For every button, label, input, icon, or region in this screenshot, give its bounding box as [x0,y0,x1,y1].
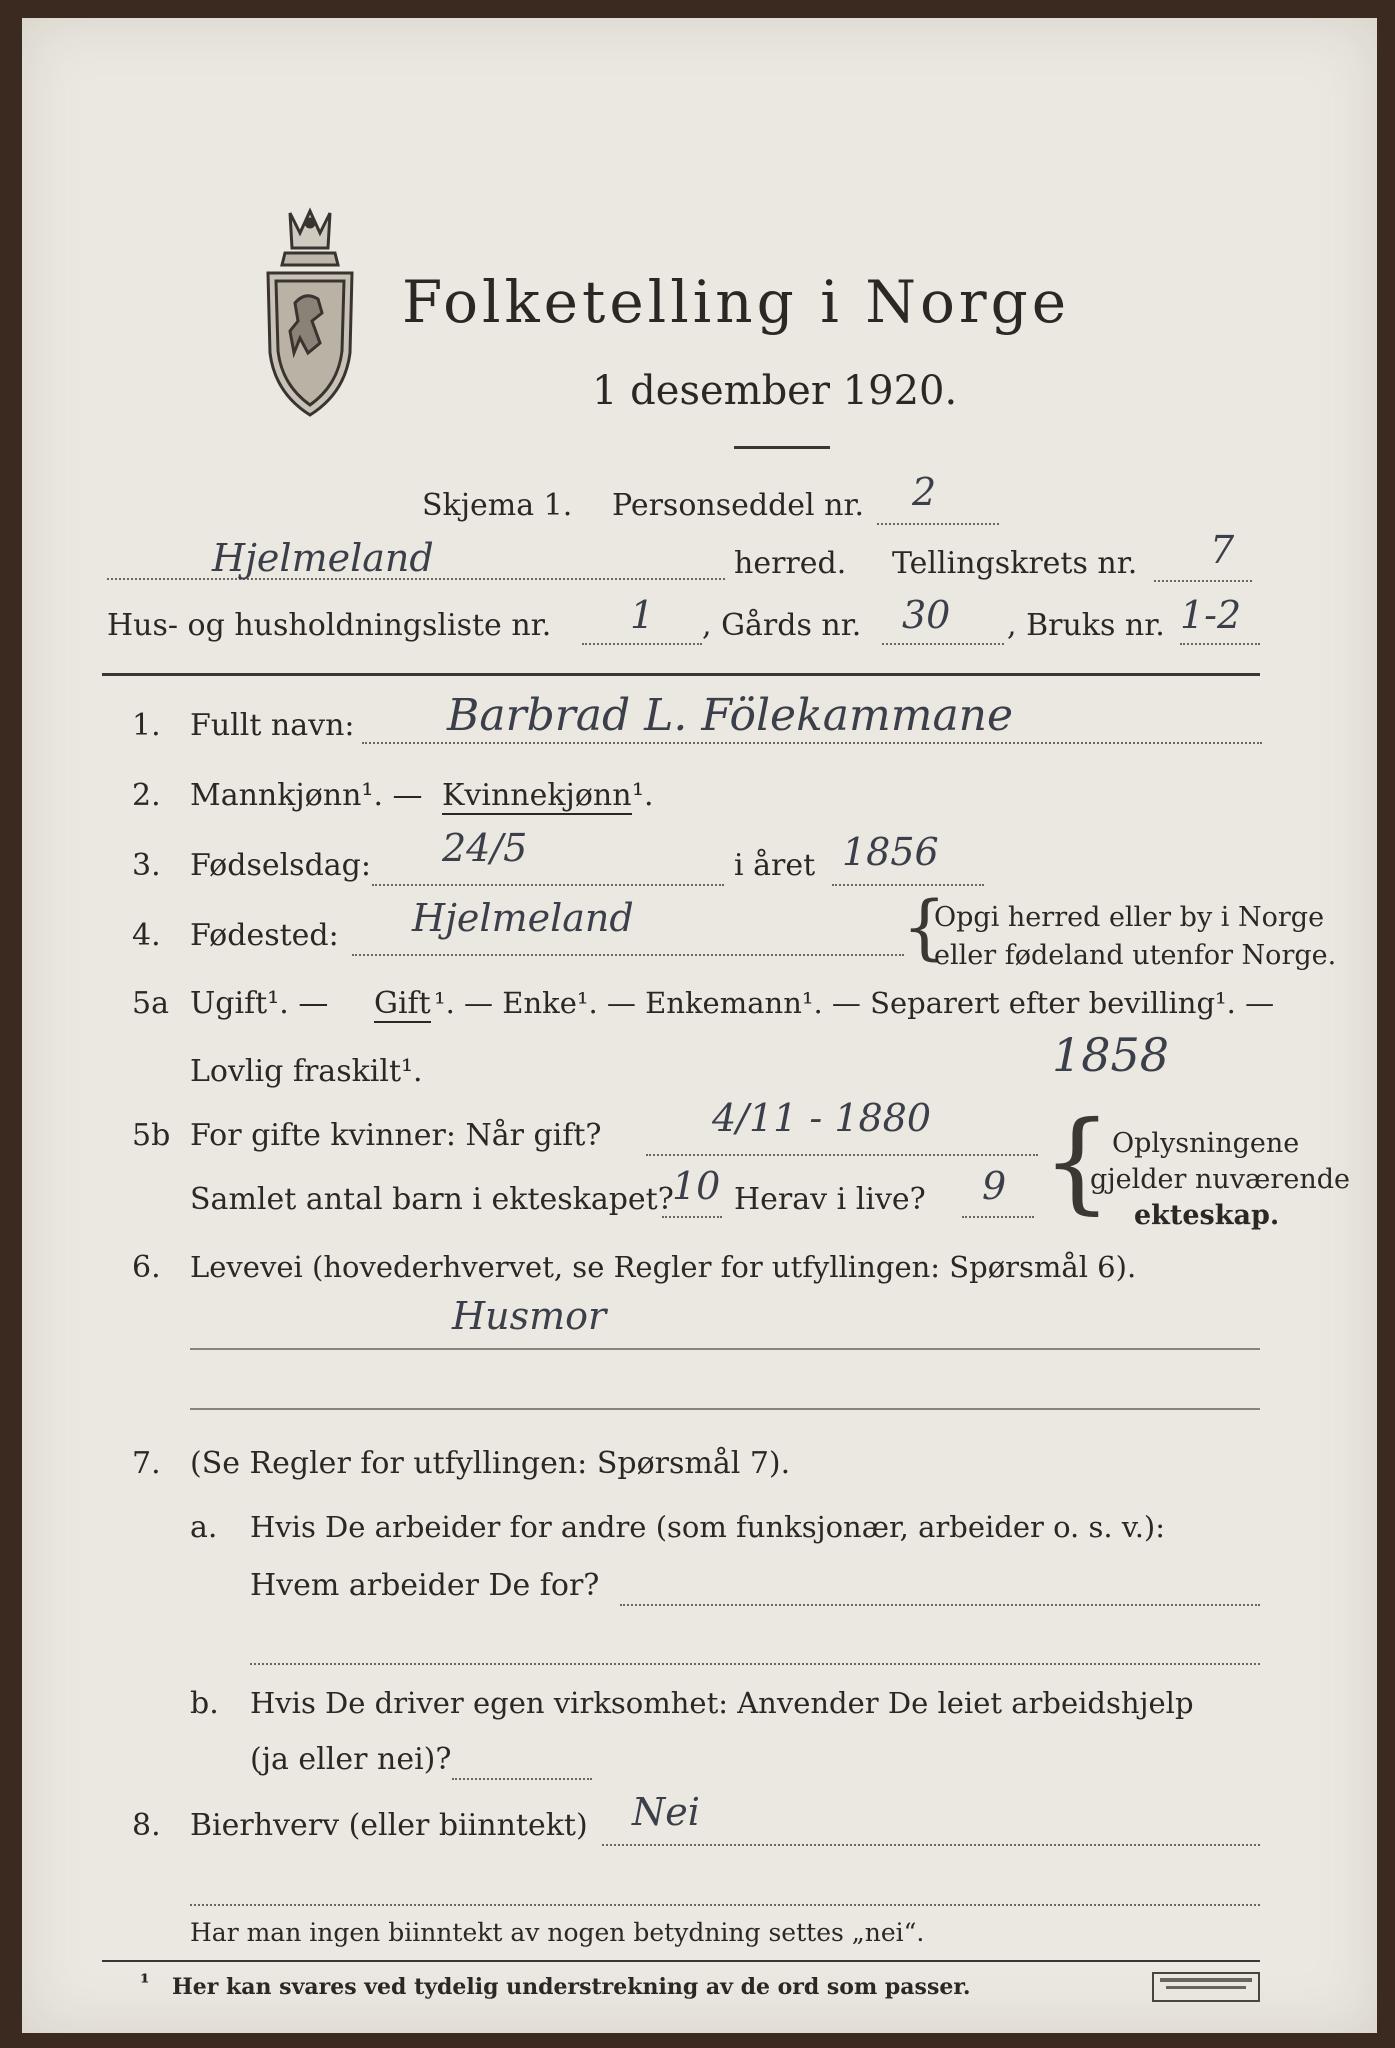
q5a-annotation: 1858 [1052,1028,1170,1082]
q4-value: Hjelmeland [412,896,634,940]
q5b-note-line1: Oplysningene [1112,1128,1300,1159]
q1-label: Fullt navn: [190,708,355,743]
q7a-label: Hvis De arbeider for andre (som funksjonær, arbeider o. s. v.): [250,1510,1166,1544]
tellingskrets-label: Tellingskrets nr. [892,546,1138,581]
husliste-label: Hus- og husholdningsliste nr. [107,608,552,643]
q7a-number: a. [190,1510,218,1545]
gards-value: 30 [902,593,951,637]
bruks-line [1180,643,1260,645]
title-divider [734,446,830,449]
coat-of-arms-icon [250,203,370,423]
personseddel-line [877,523,999,525]
q5b-line [646,1154,1038,1156]
q7-number: 7. [132,1446,161,1481]
q8-number: 8. [132,1808,161,1843]
census-form-sheet [22,18,1377,2033]
q8-value: Nei [632,1790,700,1834]
q4-note-line2: eller fødeland utenfor Norge. [934,940,1337,971]
q7b-question: (ja eller nei)? [250,1742,452,1777]
q5a-ugift: Ugift¹. — [190,986,329,1021]
q5a-line2: Lovlig fraskilt¹. [190,1054,423,1089]
bruks-label: , Bruks nr. [1007,608,1165,643]
q5b-children-label: Samlet antal barn i ekteskapet? [190,1182,674,1217]
q7b-label: Hvis De driver egen virksomhet: Anvender De leiet arbeidshjelp [250,1686,1194,1720]
q7a-line [620,1604,1260,1606]
q4-line [352,954,904,956]
q6-line-2 [190,1408,1260,1410]
q3-number: 3. [132,848,161,883]
herred-label: herred. [734,546,847,581]
q2-number: 2. [132,778,161,813]
personseddel-label: Personseddel nr. [612,488,865,523]
q5b-alive-label: Herav i live? [734,1182,926,1217]
herred-value: Hjelmeland [212,536,434,580]
q6-label: Levevei (hovederhvervet, se Regler for utfyllingen: Spørsmål 6). [190,1250,1137,1284]
q5b-brace: { [1042,1097,1112,1225]
gards-line [882,643,1004,645]
q5b-note-line3: ekteskap. [1134,1200,1280,1231]
header-rule [102,673,1260,676]
q4-note-line1: Opgi herred eller by i Norge [934,902,1325,933]
form-title: Folketelling i Norge [402,268,1071,336]
q8-line-2 [190,1904,1260,1906]
husliste-value: 1 [630,593,655,637]
q3-year-value: 1856 [842,830,939,874]
q6-value: Husmor [452,1294,607,1338]
husliste-line [582,643,702,645]
q1-value: Barbrad L. Fölekammane [447,690,1014,741]
bruks-value: 1-2 [1180,593,1242,637]
footnote-mark: ¹ [140,1970,150,1996]
gards-label: , Gårds nr. [702,608,862,643]
q5b-children-line [662,1216,722,1218]
q2-female-underlined: Kvinnekjønn [442,778,632,813]
q1-line [362,742,1262,744]
q5b-alive-line [962,1216,1034,1218]
q5b-label: For gifte kvinner: Når gift? [190,1118,602,1153]
q7-label: (Se Regler for utfyllingen: Spørsmål 7). [190,1446,791,1481]
q5b-children-value: 10 [672,1164,721,1208]
q4-number: 4. [132,918,161,953]
q6-line-1 [190,1348,1260,1350]
q3-year-label: i året [734,848,816,883]
q3-label: Fødselsdag: [190,848,371,883]
footnote-text: Her kan svares ved tydelig understrekning av de ord som passer. [172,1974,971,2000]
q2-female-sup: ¹. [632,778,654,813]
printer-stamp-icon [1152,1972,1260,2002]
q5a-gift-underlined: Gift [374,986,431,1021]
q5a-rest: ¹. — Enke¹. — Enkemann¹. — Separert efter bevilling¹. — [434,986,1275,1020]
q4-label: Fødested: [190,918,339,953]
q5b-alive-value: 9 [982,1164,1007,1208]
q2-male: Mannkjønn¹. — [190,778,423,813]
tellingskrets-value: 7 [1210,528,1235,572]
q4-brace: { [902,886,947,968]
tellingskrets-line [1154,580,1252,582]
q5a-number: 5a [132,986,169,1021]
q7a-question: Hvem arbeider De for? [250,1568,600,1603]
q5b-value: 4/11 - 1880 [712,1096,932,1140]
q7b-number: b. [190,1686,219,1721]
q3-value: 24/5 [442,826,528,870]
q7a-line-2 [250,1663,1260,1665]
q3-line [372,884,724,886]
q5b-note-line2: gjelder nuværende [1090,1164,1350,1195]
q1-number: 1. [132,708,161,743]
q5b-number: 5b [132,1118,171,1153]
nei-note: Har man ingen biinntekt av nogen betydning settes „nei“. [190,1918,925,1947]
q6-number: 6. [132,1250,161,1285]
form-subtitle: 1 desember 1920. [592,368,958,414]
q7b-line [452,1778,592,1780]
personseddel-value: 2 [912,470,937,514]
q8-line [602,1844,1260,1846]
skjema-label: Skjema 1. [422,488,573,523]
q8-label: Bierhverv (eller biinntekt) [190,1808,588,1843]
footnote-rule [102,1960,1260,1962]
